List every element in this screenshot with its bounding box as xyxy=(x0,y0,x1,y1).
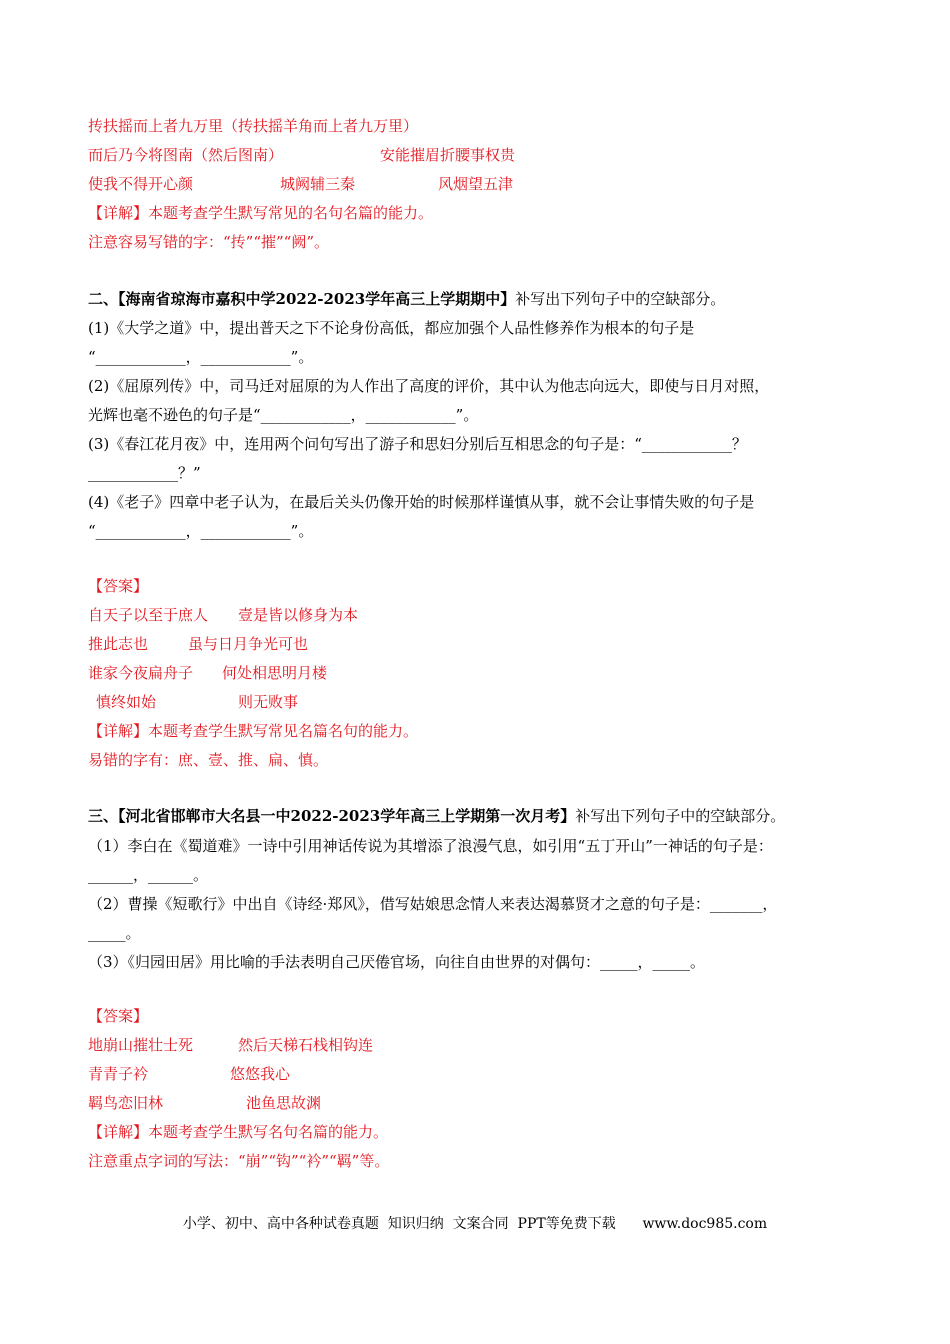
question-item: ______，______。 xyxy=(88,866,209,884)
question-item: (3)《春江花月夜》中，连用两个问句写出了游子和思妇分别后互相思念的句子是：“____________？ xyxy=(88,435,747,453)
detail-text: 【详解】本题考查学生默写名句名篇的能力。 xyxy=(88,1123,389,1141)
answer-line: 自天子以至于庶人 xyxy=(88,606,209,624)
question-source: 【河北省邯郸市大名县一中2022-2023学年高三上学期第一次月考】 xyxy=(118,807,576,825)
footer-text: 小学、初中、高中各种试卷真题 知识归纳 文案合同 PPT等免费下载 xyxy=(182,1216,616,1232)
question-item: (2)《屈原列传》中，司马迁对屈原的为人作出了高度的评价，其中认为他志向远大，即使与日月对照， xyxy=(88,377,770,395)
note-text: 注意容易写错的字：“抟”“摧”“阙”。 xyxy=(88,233,330,251)
answer-line: 虽与日月争光可也 xyxy=(188,635,309,653)
page-footer xyxy=(0,1214,950,1234)
question-item: “____________，____________”。 xyxy=(88,348,314,366)
answer-label: 【答案】 xyxy=(88,1007,149,1025)
answer-line: 然后天梯石栈相钩连 xyxy=(238,1036,374,1054)
note-text: 易错的字有：庶、壹、推、扁、慎。 xyxy=(88,751,329,769)
answer-line: 风烟望五津 xyxy=(438,175,514,193)
question-heading xyxy=(88,806,785,826)
answer-line: 则无败事 xyxy=(238,693,299,711)
question-item: (4)《老子》四章中老子认为，在最后关头仍像开始的时候那样谨慎从事，就不会让事情失败的句子是 xyxy=(88,493,755,511)
question-instruction: 补写出下列句子中的空缺部分。 xyxy=(575,807,786,825)
answer-line: 而后乃今将图南（然后图南） xyxy=(88,146,284,164)
answer-line: 推此志也 xyxy=(88,635,149,653)
question-number: 三、 xyxy=(88,807,119,825)
answer-line: 使我不得开心颜 xyxy=(88,175,194,193)
answer-label: 【答案】 xyxy=(88,577,149,595)
question-source: 【海南省琼海市嘉积中学2022-2023学年高三上学期期中】 xyxy=(118,290,516,308)
answer-line: 羁鸟恋旧林 xyxy=(88,1094,164,1112)
answer-line: 慎终如始 xyxy=(96,693,157,711)
question-item: （1）李白在《蜀道难》一诗中引用神话传说为其增添了浪漫气息，如引用“五丁开山”一神话的句子是： xyxy=(88,837,773,855)
detail-text: 【详解】本题考查学生默写常见名篇名句的能力。 xyxy=(88,722,419,740)
answer-line: 青青子衿 xyxy=(88,1065,149,1083)
answer-line: 谁家今夜扁舟子 xyxy=(88,664,194,682)
answer-line: 池鱼思故渊 xyxy=(246,1094,322,1112)
question-number: 二、 xyxy=(88,290,119,308)
footer-site-link[interactable]: www.doc985.com xyxy=(642,1216,768,1232)
detail-text: 【详解】本题考查学生默写常见的名句名篇的能力。 xyxy=(88,204,434,222)
question-item: （2）曹操《短歌行》中出自《诗经·郑风》，借写姑娘思念情人来表达渴慕贤才之意的句子是：_______， xyxy=(88,895,778,913)
question-item: _____。 xyxy=(88,924,141,942)
question-item: ____________？” xyxy=(88,464,201,482)
question-heading xyxy=(88,289,725,309)
answer-line: 地崩山摧壮士死 xyxy=(88,1036,194,1054)
note-text: 注意重点字词的写法：“崩”“钩”“衿”“羁”等。 xyxy=(88,1152,390,1170)
question-instruction: 补写出下列句子中的空缺部分。 xyxy=(515,290,726,308)
answer-line: 悠悠我心 xyxy=(230,1065,291,1083)
answer-line: 壹是皆以修身为本 xyxy=(238,606,359,624)
question-item: （3）《归园田居》用比喻的手法表明自己厌倦官场，向往自由世界的对偶句：_____，_____。 xyxy=(88,953,706,971)
answer-line: 抟扶摇而上者九万里（抟扶摇羊角而上者九万里） xyxy=(88,117,419,135)
answer-line: 城阙辅三秦 xyxy=(280,175,356,193)
question-item: (1)《大学之道》中，提出普天之下不论身份高低，都应加强个人品性修养作为根本的句子是 xyxy=(88,319,695,337)
answer-line: 何处相思明月楼 xyxy=(222,664,328,682)
answer-line: 安能摧眉折腰事权贵 xyxy=(380,146,516,164)
question-item: “____________，____________”。 xyxy=(88,522,314,540)
question-item: 光辉也毫不逊色的句子是“____________，____________”。 xyxy=(88,406,479,424)
